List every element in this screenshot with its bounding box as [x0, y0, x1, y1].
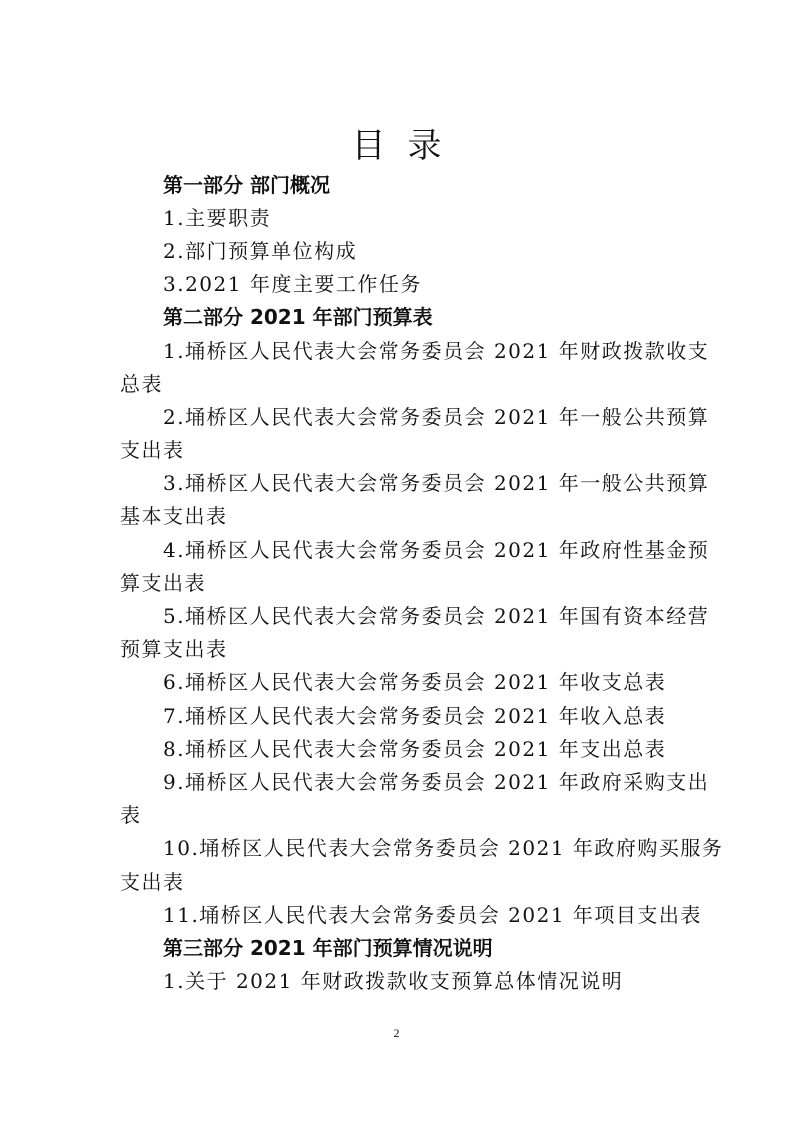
toc-item: 4.埇桥区人民代表大会常务委员会 2021 年政府性基金预	[163, 538, 710, 562]
toc-item: 3.2021 年度主要工作任务	[163, 272, 422, 296]
toc-item: 9.埇桥区人民代表大会常务委员会 2021 年政府采购支出	[163, 770, 710, 794]
toc-item: 1.主要职责	[163, 206, 272, 230]
toc-item-continuation: 基本支出表	[120, 504, 228, 528]
part2-heading: 第二部分 2021 年部门预算表	[163, 305, 433, 329]
toc-item-continuation: 支出表	[120, 870, 185, 894]
toc-title: 目录	[351, 126, 464, 166]
toc-item: 7.埇桥区人民代表大会常务委员会 2021 年收入总表	[163, 704, 667, 728]
toc-item: 3.埇桥区人民代表大会常务委员会 2021 年一般公共预算	[163, 471, 710, 495]
toc-item: 1.关于 2021 年财政拨款收支预算总体情况说明	[163, 969, 624, 993]
toc-item: 6.埇桥区人民代表大会常务委员会 2021 年收支总表	[163, 670, 667, 694]
page-number: 2	[393, 1026, 400, 1040]
toc-item-continuation: 预算支出表	[120, 637, 228, 661]
part3-heading: 第三部分 2021 年部门预算情况说明	[163, 936, 493, 960]
toc-item-continuation: 支出表	[120, 438, 185, 462]
toc-item-continuation: 总表	[120, 372, 163, 396]
part1-heading: 第一部分 部门概况	[163, 173, 330, 197]
toc-item: 11.埇桥区人民代表大会常务委员会 2021 年项目支出表	[163, 903, 702, 927]
toc-item: 2.部门预算单位构成	[163, 239, 358, 263]
toc-item: 8.埇桥区人民代表大会常务委员会 2021 年支出总表	[163, 737, 667, 761]
toc-item-continuation: 算支出表	[120, 571, 206, 595]
toc-item: 10.埇桥区人民代表大会常务委员会 2021 年政府购买服务	[163, 836, 724, 860]
toc-item: 2.埇桥区人民代表大会常务委员会 2021 年一般公共预算	[163, 405, 710, 429]
toc-item-continuation: 表	[120, 803, 142, 827]
toc-item: 5.埇桥区人民代表大会常务委员会 2021 年国有资本经营	[163, 604, 710, 628]
toc-item: 1.埇桥区人民代表大会常务委员会 2021 年财政拨款收支	[163, 339, 710, 363]
